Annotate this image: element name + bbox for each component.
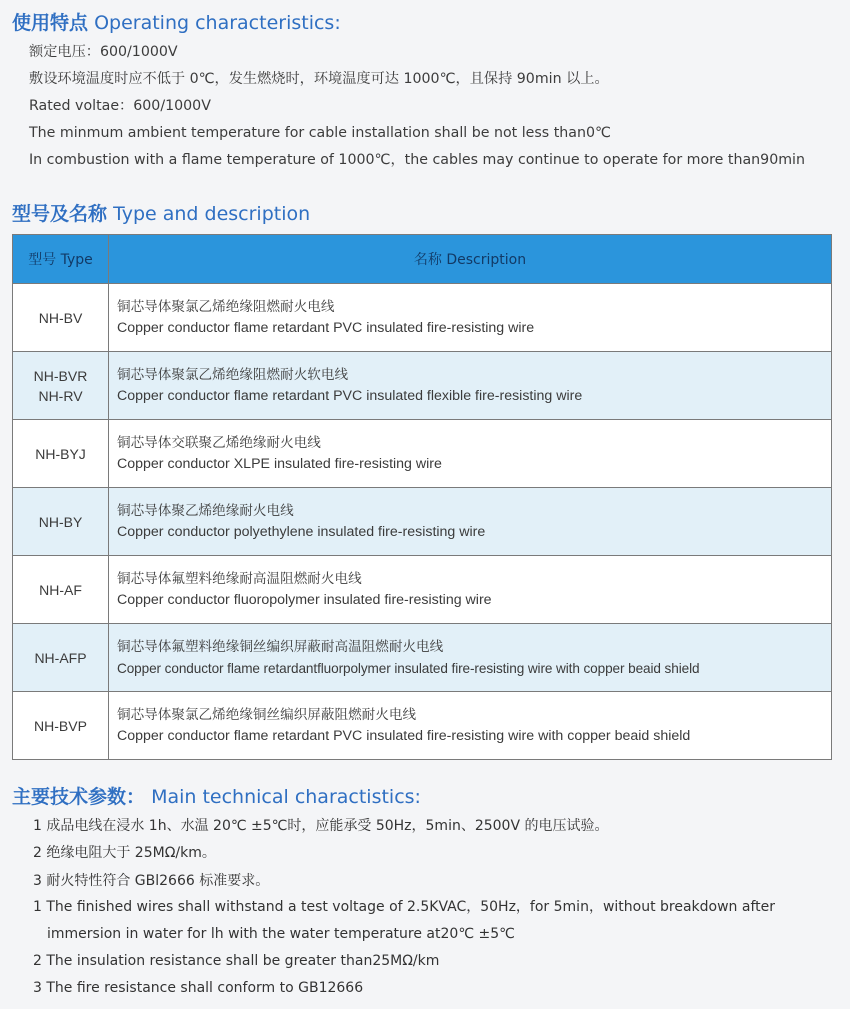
types-title-cn: 型号及名称	[12, 203, 108, 225]
description-cn: 铜芯导体氟塑料绝缘耐高温阻燃耐火电线	[117, 570, 362, 587]
type-cell	[13, 624, 109, 692]
description-en: Copper conductor flame retardant PVC insulated flexible fire-resisting wire	[117, 387, 583, 404]
technical-title-cn: 主要技术参数：	[12, 786, 146, 808]
table-row	[13, 556, 832, 624]
technical-line-en-3: 3 The fire resistance shall conform to GB12666	[33, 980, 364, 996]
types-title	[12, 199, 310, 226]
header-description: 名称 Description	[109, 235, 832, 284]
table-row	[13, 420, 832, 488]
description-cell	[109, 556, 832, 624]
technical-title-en: Main technical charactistics:	[151, 786, 421, 808]
technical-title	[12, 782, 421, 809]
description-cn: 铜芯导体聚氯乙烯绝缘铜丝编织屏蔽阻燃耐火电线	[117, 706, 417, 723]
table-row	[13, 488, 832, 556]
type-cell	[13, 692, 109, 760]
type-code: NH-AF	[39, 581, 82, 598]
technical-line-cn-3: 3 耐火特性符合 GBl2666 标准要求。	[33, 873, 270, 889]
description-cell	[109, 692, 832, 760]
operating-title	[12, 8, 341, 35]
type-code: NH-BY	[38, 513, 83, 530]
type-code: NH-BVP	[34, 717, 87, 734]
description-cn: 铜芯导体交联聚乙烯绝缘耐火电线	[117, 434, 321, 451]
technical-line-cn-2: 2 绝缘电阻大于 25MΩ/km。	[33, 845, 216, 861]
table-row	[13, 284, 832, 352]
type-code: NH-AFP	[34, 649, 87, 666]
description-cell	[109, 352, 832, 420]
operating-line-combustion-en: In combustion with a flame temperature of 1000℃，the cables may continue to operate for more than90min	[29, 152, 805, 168]
operating-title-cn: 使用特点	[12, 12, 89, 34]
type-cell	[13, 420, 109, 488]
description-cell	[109, 624, 832, 692]
operating-title-en: Operating characteristics:	[94, 12, 341, 34]
types-title-en: Type and description	[113, 203, 311, 225]
description-cell	[109, 420, 832, 488]
operating-line-voltage-en: Rated voltae：600/1000V	[29, 98, 211, 114]
description-en: Copper conductor flame retardant PVC insulated fire-resisting wire	[117, 319, 535, 336]
description-en: Copper conductor fluoropolymer insulated fire-resisting wire	[117, 591, 492, 608]
description-cn: 铜芯导体聚氯乙烯绝缘阻燃耐火电线	[117, 298, 335, 315]
description-cell	[109, 488, 832, 556]
table-row	[13, 352, 832, 420]
type-cell	[13, 556, 109, 624]
technical-line-en-1: 1 The finished wires shall withstand a test voltage of 2.5KVAC，50Hz，for 5min，without breakdown after	[33, 899, 775, 915]
header-type: 型号 Type	[13, 235, 109, 284]
description-en: Copper conductor polyethylene insulated fire-resisting wire	[117, 523, 486, 540]
type-code: NH-BVR	[33, 367, 88, 384]
table-row	[13, 624, 832, 692]
description-en: Copper conductor XLPE insulated fire-resisting wire	[117, 455, 442, 472]
operating-line-voltage-cn: 额定电压：600/1000V	[29, 44, 178, 60]
operating-line-temperature-cn: 敷设环境温度时应不低于 0℃，发生燃烧时，环境温度可达 1000℃，且保持 90min 以上。	[29, 71, 609, 87]
technical-line-cn-1: 1 成品电线在浸水 1h、水温 20℃ ±5℃时，应能承受 50Hz，5min、2500V 的电压试验。	[33, 818, 609, 834]
table-row	[13, 692, 832, 760]
description-cn: 铜芯导体聚氯乙烯绝缘阻燃耐火软电线	[117, 366, 349, 383]
description-cell	[109, 284, 832, 352]
type-code: NH-BYJ	[35, 445, 86, 462]
description-en: Copper conductor flame retardantfluorpolymer insulated fire-resisting wire with copper beaid shield	[117, 660, 700, 676]
type-cell	[13, 488, 109, 556]
type-code-alt: NH-RV	[38, 387, 83, 404]
technical-line-en-2: 2 The insulation resistance shall be greater than25MΩ/km	[33, 953, 440, 969]
type-cell	[13, 284, 109, 352]
technical-line-en-1-cont: immersion in water for lh with the water temperature at20℃ ±5℃	[47, 926, 515, 942]
table-header-row	[13, 235, 832, 284]
type-code: NH-BV	[38, 309, 83, 326]
type-cell	[13, 352, 109, 420]
description-cn: 铜芯导体聚乙烯绝缘耐火电线	[117, 502, 294, 519]
operating-line-ambient-en: The minmum ambient temperature for cable installation shall be not less than0℃	[29, 125, 611, 141]
description-cn: 铜芯导体氟塑料绝缘铜丝编织屏蔽耐高温阻燃耐火电线	[117, 638, 444, 655]
description-en: Copper conductor flame retardant PVC insulated fire-resisting wire with copper beaid shield	[117, 727, 691, 744]
type-description-table	[12, 234, 832, 760]
